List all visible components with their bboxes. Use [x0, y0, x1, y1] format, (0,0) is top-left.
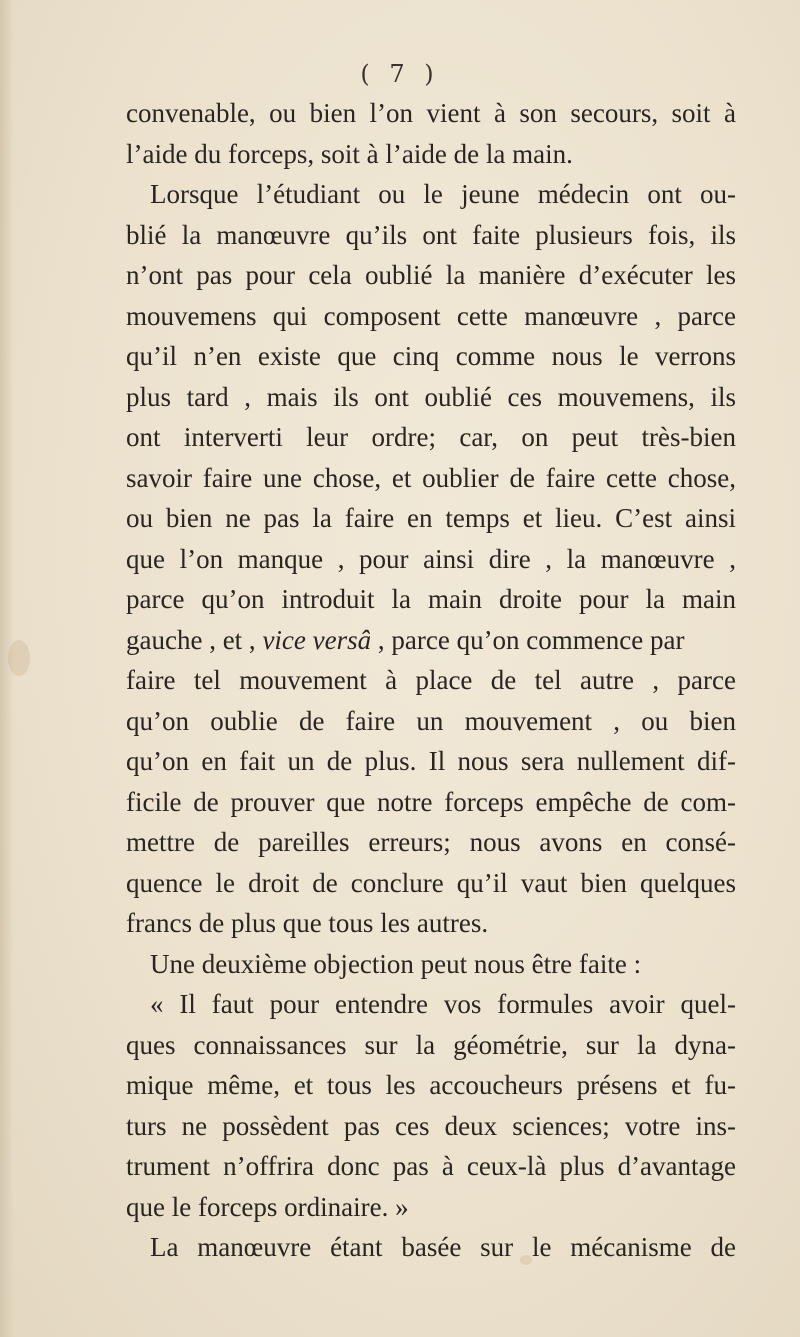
text-line: La manœuvre étant basée sur le mécanisme de: [150, 1232, 736, 1262]
text-line: n’ont pas pour cela oublié la manière d’exécuter les: [126, 260, 736, 290]
text-line: ficile de prouver que notre forceps empêche de com-: [126, 786, 736, 817]
body-text: [126, 93, 736, 1268]
text-line: Lorsque l’étudiant ou le jeune médecin ont ou-: [150, 179, 736, 209]
text-line: ques connaissances sur la géométrie, sur la dyna-: [126, 1029, 736, 1060]
text-line: faire tel mouvement à place de tel autre , parce: [126, 665, 736, 695]
text-line: l’aide du forceps, soit à l’aide de la main.: [126, 138, 573, 169]
text-line: Une deuxième objection peut nous être faite :: [150, 948, 642, 979]
text-line: plus tard , mais ils ont oublié ces mouvemens, ils: [126, 381, 736, 412]
text-line: turs ne possèdent pas ces deux sciences; votre ins-: [126, 1110, 736, 1141]
text-line: « Il faut pour entendre vos formules avoir quel-: [150, 989, 736, 1019]
text-line: que l’on manque , pour ainsi dire , la manœuvre ,: [126, 543, 736, 574]
text-segment: gauche , et ,: [126, 624, 263, 655]
text-line: trument n’offrira donc pas à ceux-là plus d’avantage: [126, 1151, 736, 1181]
text-line: convenable, ou bien l’on vient à son secours, soit à: [126, 98, 736, 128]
text-line: parce qu’on introduit la main droite pour la main: [126, 584, 736, 614]
text-segment: , parce qu’on commence par: [371, 624, 685, 655]
italic-phrase: vice versâ: [262, 624, 372, 655]
text-line: qu’on oublie de faire un mouvement , ou bien: [126, 705, 736, 736]
text-line: mettre de pareilles erreurs; nous avons en consé-: [126, 827, 736, 857]
text-line-with-italic: [126, 620, 736, 661]
text-line: qu’on en fait un de plus. Il nous sera nullement dif-: [126, 746, 736, 776]
text-line: mouvemens qui composent cette manœuvre , parce: [126, 300, 736, 331]
text-line: que le forceps ordinaire. »: [126, 1191, 409, 1222]
text-line: qu’il n’en existe que cinq comme nous le verrons: [126, 341, 736, 371]
text-line: quence le droit de conclure qu’il vaut bien quelques: [126, 867, 736, 898]
page-number: ( 7 ): [360, 60, 440, 88]
text-line: ont interverti leur ordre; car, on peut très-bien: [126, 422, 736, 452]
text-line: ou bien ne pas la faire en temps et lieu. C’est ainsi: [126, 503, 736, 533]
text-line: mique même, et tous les accoucheurs présens et fu-: [126, 1070, 736, 1100]
text-line: francs de plus que tous les autres.: [126, 908, 489, 938]
text-line: savoir faire une chose, et oublier de faire cette chose,: [126, 462, 736, 493]
paper-stain: [8, 640, 30, 676]
text-line: blié la manœuvre qu’ils ont faite plusieurs fois, ils: [126, 219, 736, 250]
